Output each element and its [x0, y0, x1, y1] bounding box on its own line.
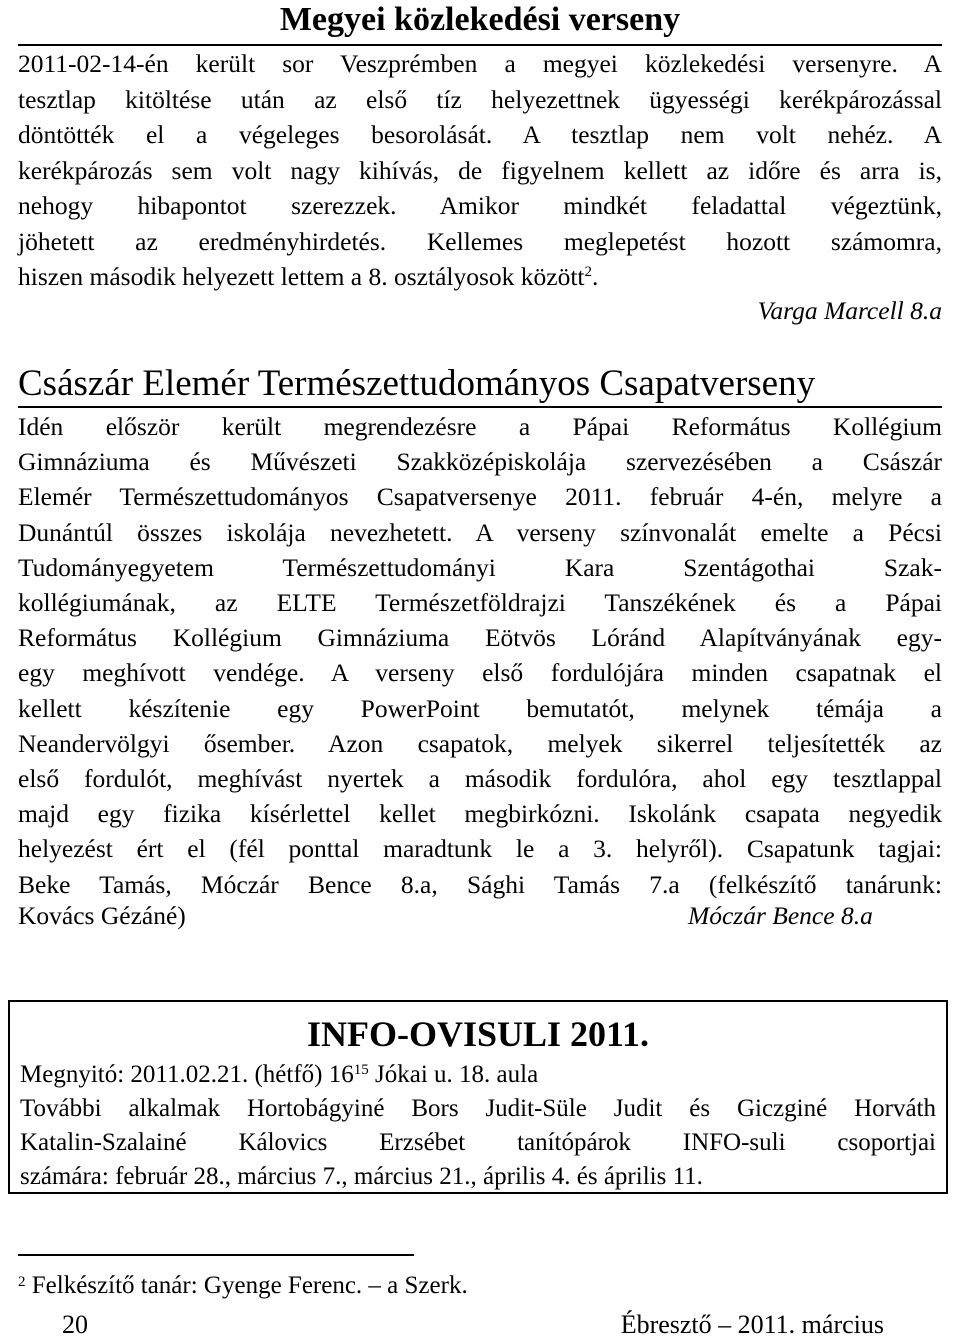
article-traffic-competition [18, 46, 942, 295]
text-line-last [18, 898, 942, 934]
text-line: 2011-02-14-én került sor Veszprémben a megyei közlekedési versenyre. A [18, 49, 942, 78]
text-fragment: Jókai u. 18. aula [368, 1061, 539, 1088]
text-line: kellett készítenie egy PowerPoint bemutatót, melynek témája a [18, 693, 942, 723]
footnote [18, 1269, 468, 1303]
text-fragment: Megnyitó: 2011.02.21. (hétfő) 16 [20, 1061, 354, 1088]
text-line: nehogy hibapontot szerezzek. Amikor mindkét feladattal végeztünk, [18, 191, 942, 220]
publication-footer: Ébresztő – 2011. március [620, 1310, 884, 1339]
text-line: kerékpározás sem volt nagy kihívás, de figyelnem kellett az időre és arra is, [18, 155, 942, 185]
time-superscript: 15 [353, 1062, 369, 1078]
text-line-last [18, 259, 942, 295]
text-line: majd egy fizika kísérlettel kellet megbirkózni. Iskolánk csapata negyedik [18, 799, 942, 829]
text-line: Katalin-Szalainé Kálovics Erzsébet tanítópárok INFO-suli csoportjai [20, 1129, 936, 1156]
text-line: Gimnáziuma és Művészeti Szakközépiskolája szervezésében a Császár [18, 447, 942, 477]
author-signature: Móczár Bence 8.a [688, 901, 873, 930]
text-line: Elemér Természettudományos Csapatversenye 2011. február 4-én, melyre a [18, 482, 942, 512]
text-line: tesztlap kitöltése után az első tíz helyezettnek ügyességi kerékpározással [18, 84, 942, 114]
section-title-traffic-competition: Megyei közlekedési verseny [279, 1, 681, 38]
text-line: Református Kollégium Gimnáziuma Eötvös Lóránd Alapítványának egy- [18, 623, 942, 653]
footnote-reference[interactable]: 2 [584, 264, 593, 280]
text-line: kollégiumának, az ELTE Természetföldrajzi Tanszékének és a Pápai [18, 588, 942, 618]
text-line: döntötték el a végeleges besorolását. A tesztlap nem volt nehéz. A [18, 120, 942, 149]
text-line: Beke Tamás, Móczár Bence 8.a, Sághi Tamás 7.a (felkészítő tanárunk: [18, 869, 942, 899]
footnote-separator [18, 1254, 414, 1256]
section-title-science-competition: Császár Elemér Természettudományos Csapatverseny [18, 363, 816, 404]
author-signature: Varga Marcell 8.a [757, 296, 942, 325]
text-line: Idén először került megrendezésre a Pápai Református Kollégium [18, 412, 942, 441]
text-line: További alkalmak Hortobágyiné Bors Judit-Süle Judit és Giczginé Horváth [20, 1095, 936, 1122]
announcement-box [8, 1000, 948, 1194]
article-science-competition [18, 409, 942, 902]
text-line: Neandervölgyi ősember. Azon csapatok, melyek sikerrel teljesítették az [18, 728, 942, 758]
text-line: Dunántúl összes iskolája nevezhetett. A verseny színvonalát emelte a Pécsi [18, 517, 942, 547]
page-number: 20 [62, 1310, 88, 1339]
text-line: Tudományegyetem Természettudományi Kara Szentágothai Szak- [18, 552, 942, 582]
footnote-text: Felkészítő tanár: Gyenge Ferenc. – a Szerk. [25, 1272, 468, 1299]
announcement-title: INFO-OVISULI 2011. [306, 1014, 650, 1054]
text-line: helyezést ért el (fél ponttal maradtunk le a 3. helyről). Csapatunk tagjai: [18, 834, 942, 864]
announcement-body [20, 1092, 936, 1194]
text-line-last: számára: február 28., március 7., március 21., április 4. és április 11. [20, 1163, 703, 1190]
title-underline [18, 406, 942, 408]
text-fragment: Kovács Gézáné) [18, 901, 186, 930]
text-line: első fordulót, meghívást nyertek a második fordulóra, ahol egy tesztlappal [18, 764, 942, 794]
text-line: jöhetett az eredményhirdetés. Kellemes meglepetést hozott számomra, [18, 226, 942, 256]
footnote-number: 2 [18, 1274, 26, 1290]
text-fragment: . [592, 262, 599, 291]
opening-line [20, 1057, 936, 1092]
text-fragment: hiszen második helyezett lettem a 8. osztályosok között [18, 262, 585, 291]
text-line: egy meghívott vendége. A verseny első fordulójára minden csapatnak el [18, 658, 942, 688]
